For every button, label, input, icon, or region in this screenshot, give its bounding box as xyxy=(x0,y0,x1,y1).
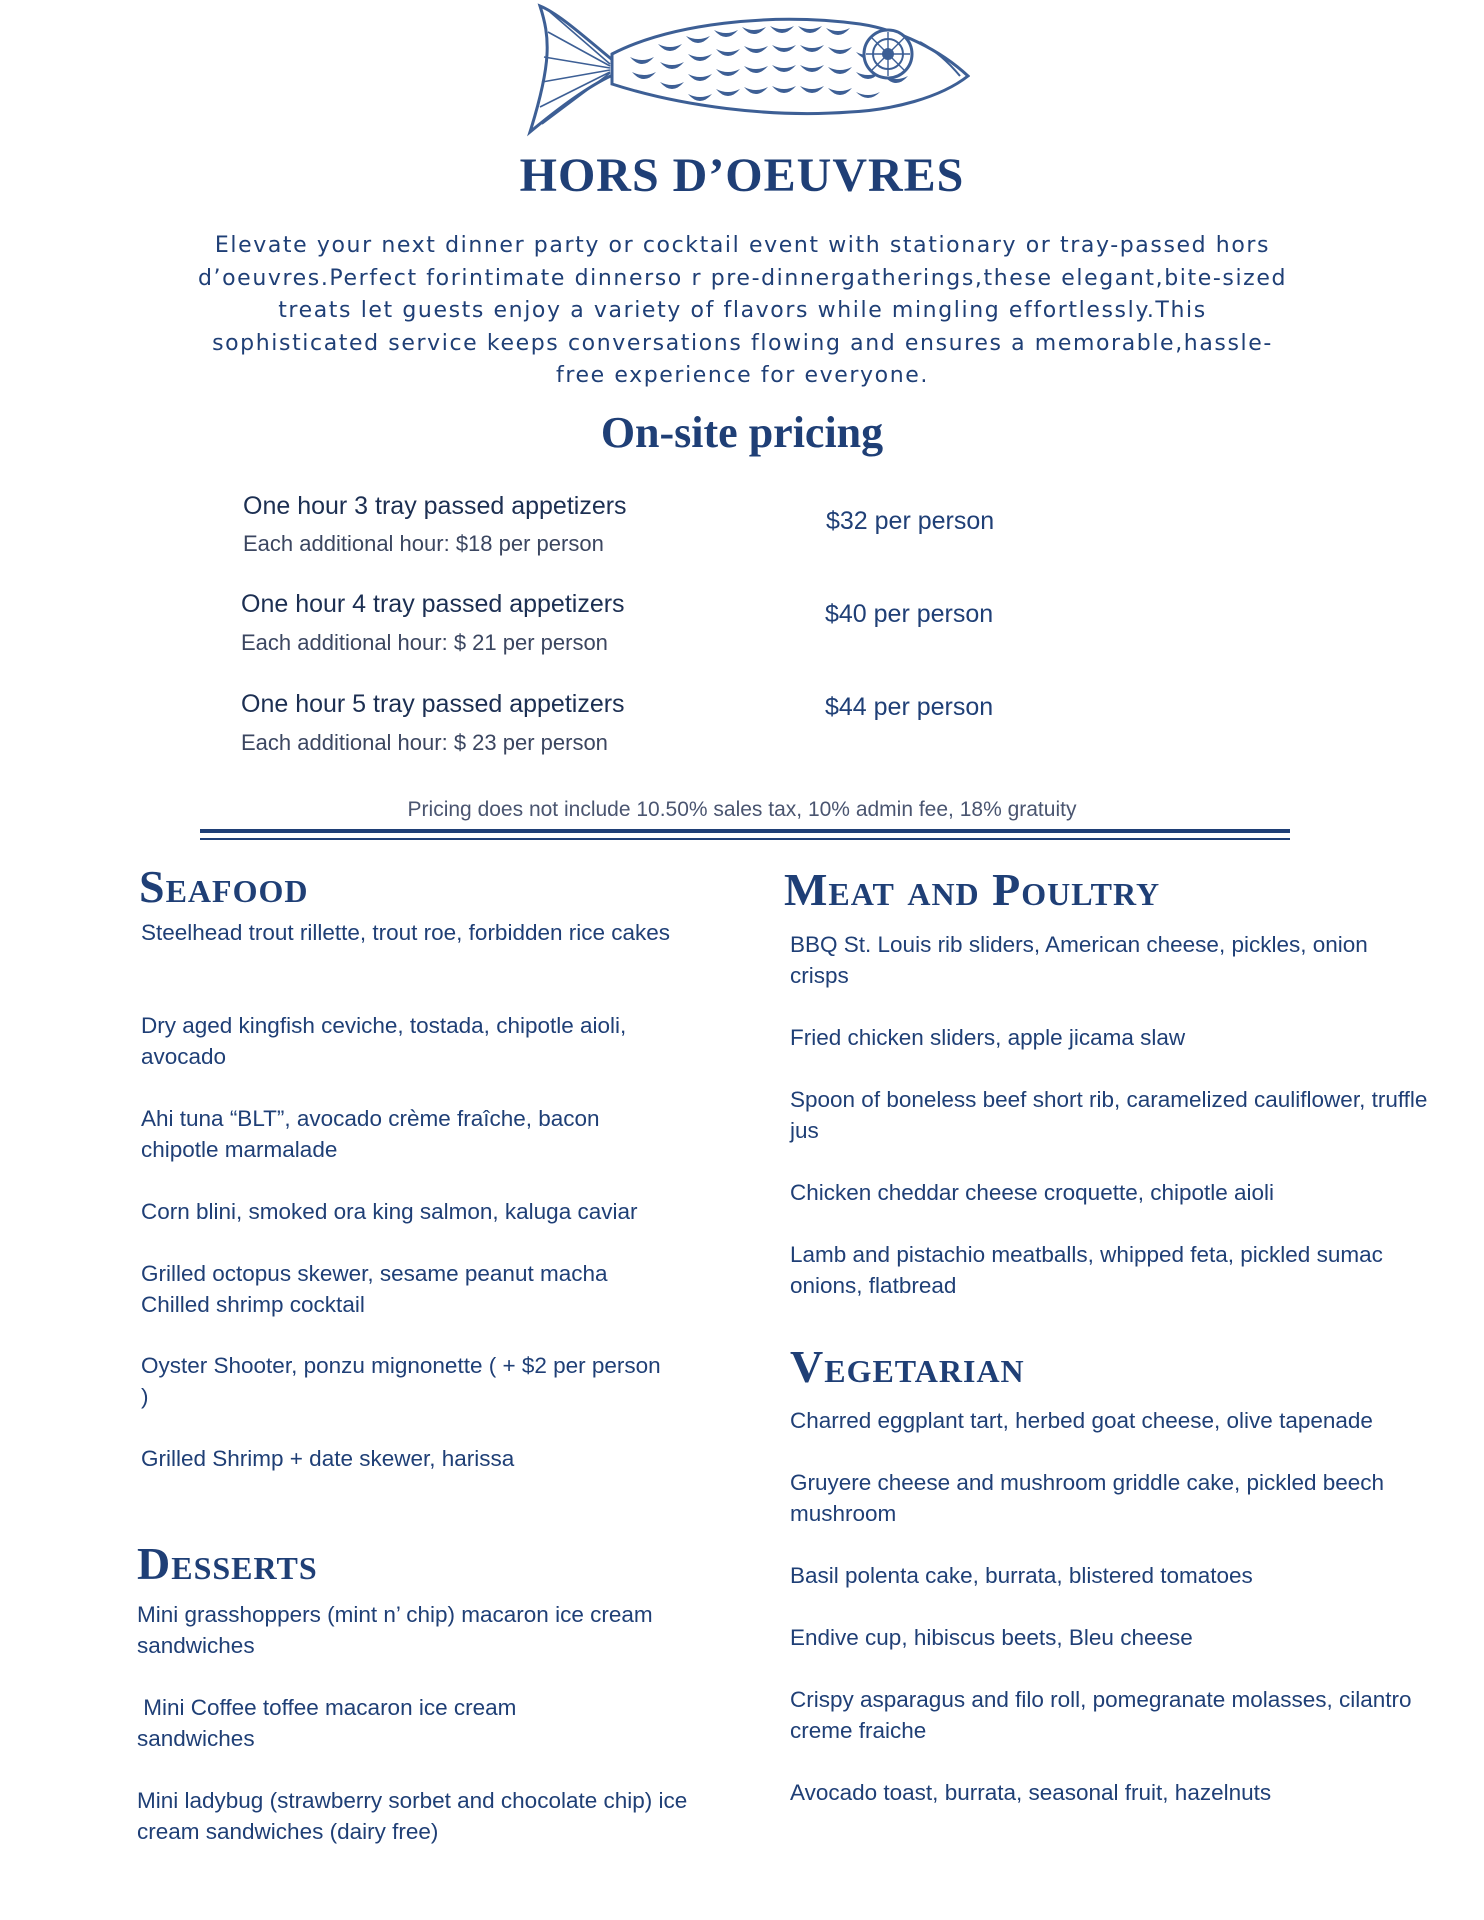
vegetarian-item: Charred eggplant tart, herbed goat cheese, olive tapenade xyxy=(790,1408,1373,1433)
dessert-item: Mini grasshoppers (mint n’ chip) macaron ice cream sandwiches xyxy=(137,1602,653,1658)
tier-3-price: $44 per person xyxy=(825,693,994,721)
dessert-item: Mini ladybug (strawberry sorbet and chocolate chip) ice cream sandwiches (dairy free) xyxy=(137,1788,688,1844)
divider-thin xyxy=(200,838,1290,840)
tier-2-price: $40 per person xyxy=(825,600,994,628)
dessert-item: Mini Coffee toffee macaron ice cream sandwiches xyxy=(137,1695,523,1751)
seafood-item: Dry aged kingfish ceviche, tostada, chipotle aioli, avocado xyxy=(141,1013,627,1069)
pricing-note: Pricing does not include 10.50% sales tax, 10% admin fee, 18% gratuity xyxy=(407,798,1077,821)
tier-3-name: One hour 5 tray passed appetizers xyxy=(241,690,625,718)
intro-paragraph: Elevate your next dinner party or cocktail event with stationary or tray-passed hors d’oeuvres.Perfect forintimate dinnerso r pre-dinnergatherings,these elegant,bite-sized treats let guests enjoy a variety of flavors while mingling effortlessly.This sophisticated service keeps conversations flowing and ensures a memorable,hassle-free experience for everyone. xyxy=(197,233,1288,388)
pricing-title: On-site pricing xyxy=(600,408,884,457)
fish-icon xyxy=(520,2,970,137)
vegetarian-item: Crispy asparagus and filo roll, pomegranate molasses, cilantro creme fraiche xyxy=(790,1687,1412,1743)
vegetarian-item: Avocado toast, burrata, seasonal fruit, hazelnuts xyxy=(790,1780,1272,1805)
meat-item: Spoon of boneless beef short rib, caramelized cauliflower, truffle jus xyxy=(790,1087,1428,1143)
meat-item: Lamb and pistachio meatballs, whipped feta, pickled sumac onions, flatbread xyxy=(790,1242,1383,1298)
vegetarian-item: Gruyere cheese and mushroom griddle cake, pickled beech mushroom xyxy=(790,1470,1385,1526)
seafood-item: Oyster Shooter, ponzu mignonette ( + $2 per person ) xyxy=(141,1353,661,1409)
seafood-item: Grilled Shrimp + date skewer, harissa xyxy=(141,1446,515,1471)
page-title: HORS D’OEUVRES xyxy=(519,149,965,202)
seafood-item: Steelhead trout rillette, trout roe, forbidden rice cakes xyxy=(141,920,671,945)
meat-item: BBQ St. Louis rib sliders, American cheese, pickles, onion crisps xyxy=(790,932,1368,988)
meat-poultry-heading: Meat and Poultry xyxy=(784,864,1161,915)
tier-1-additional: Each additional hour: $18 per person xyxy=(243,531,604,556)
seafood-item: Chilled shrimp cocktail xyxy=(141,1292,365,1317)
seafood-item: Grilled octopus skewer, sesame peanut macha xyxy=(141,1261,608,1286)
seafood-item: Corn blini, smoked ora king salmon, kaluga caviar xyxy=(141,1199,638,1224)
vegetarian-heading: Vegetarian xyxy=(790,1341,1025,1392)
meat-item: Chicken cheddar cheese croquette, chipotle aioli xyxy=(790,1180,1275,1205)
meat-item: Fried chicken sliders, apple jicama slaw xyxy=(790,1025,1186,1050)
tier-3-additional: Each additional hour: $ 23 per person xyxy=(241,730,608,755)
seafood-heading: Seafood xyxy=(139,861,309,912)
tier-2-name: One hour 4 tray passed appetizers xyxy=(241,590,625,618)
tier-2-additional: Each additional hour: $ 21 per person xyxy=(241,630,608,655)
tier-1-price: $32 per person xyxy=(826,507,995,535)
divider xyxy=(200,829,1290,833)
vegetarian-item: Endive cup, hibiscus beets, Bleu cheese xyxy=(790,1625,1193,1650)
desserts-heading: Desserts xyxy=(137,1538,318,1589)
vegetarian-item: Basil polenta cake, burrata, blistered tomatoes xyxy=(790,1563,1253,1588)
tier-1-name: One hour 3 tray passed appetizers xyxy=(243,492,627,520)
seafood-item: Ahi tuna “BLT”, avocado crème fraîche, bacon chipotle marmalade xyxy=(141,1106,600,1162)
